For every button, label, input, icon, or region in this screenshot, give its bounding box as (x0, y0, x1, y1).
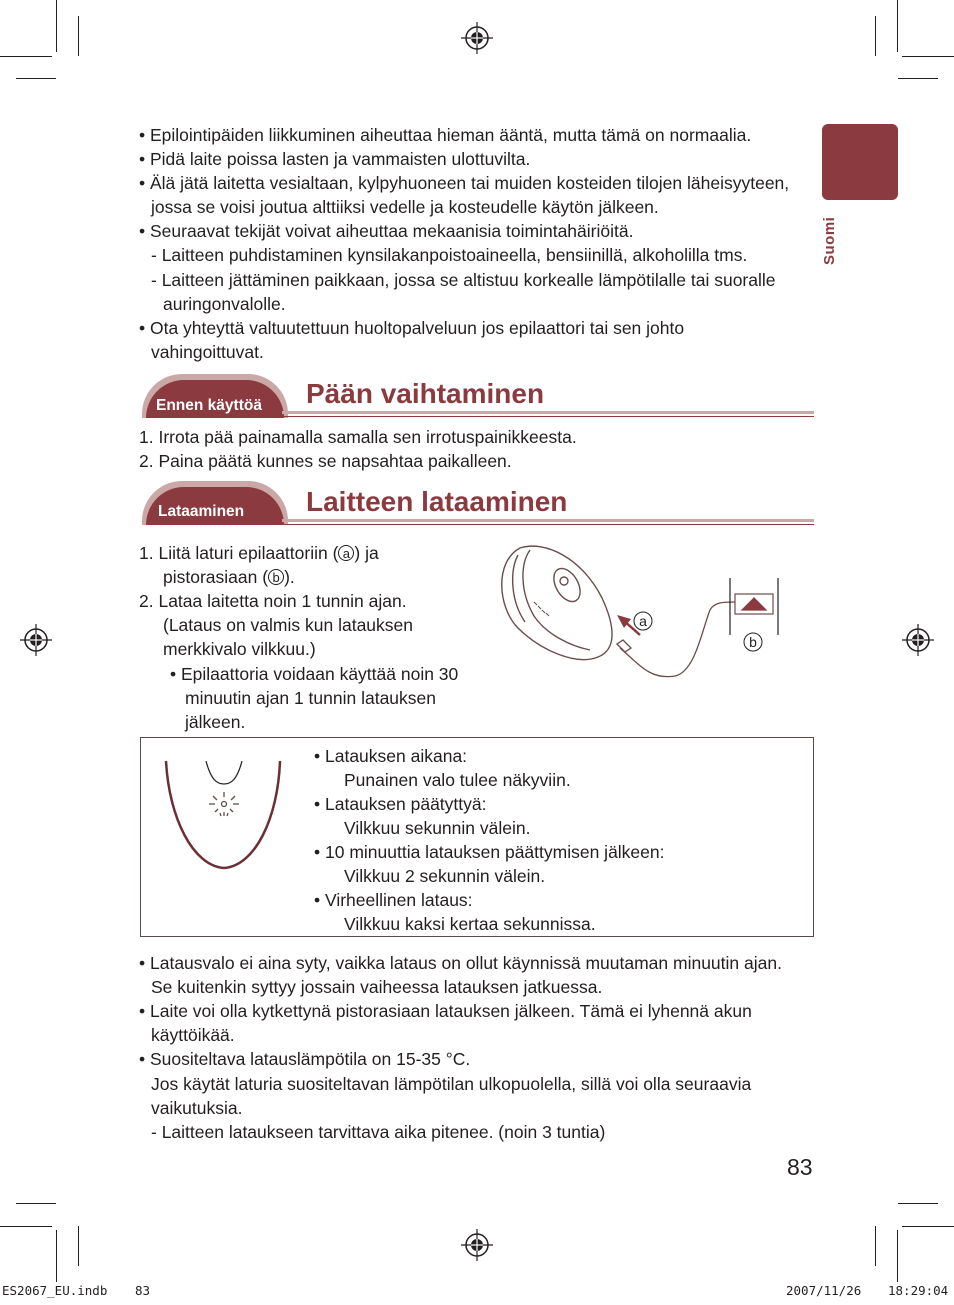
step-text: 2. Paina päätä kunnes se napsahtaa paikalleen. (139, 451, 512, 471)
section-title: Pään vaihtaminen (306, 378, 545, 409)
step-text: merkkivalo vilkkuu.) (163, 639, 316, 659)
bullet-text: • Pidä laite poissa lasten ja vammaisten ulottuvilta. (139, 149, 531, 169)
footer-time: 18:29:04 (888, 1283, 949, 1298)
section-rule (282, 524, 814, 525)
section-rule (282, 411, 814, 414)
sub-bullet-text: • Epilaattoria voidaan käyttää noin 30 (170, 664, 459, 684)
registration-mark-icon (461, 1229, 493, 1261)
bullet-text: • Älä jätä laitetta vesialtaan, kylpyhuoneen tai muiden kosteiden tilojen läheisyyteen, (139, 173, 790, 193)
marker-a: a (338, 545, 354, 561)
sub-bullet-text: jälkeen. (185, 712, 246, 732)
status-text: • Virheellinen lataus: (314, 890, 473, 910)
section-title: Laitteen lataaminen (306, 486, 568, 517)
status-text: • Latauksen aikana: (314, 746, 468, 766)
status-text: Punainen valo tulee näkyviin. (344, 770, 571, 790)
step-text: 1. Irrota pää painamalla samalla sen irrotuspainikkeesta. (139, 427, 577, 447)
bullet-text: • Seuraavat tekijät voivat aiheuttaa mekaanisia toimintahäiriöitä. (139, 221, 634, 241)
section-tab (142, 481, 288, 525)
status-text: Vilkkuu kaksi kertaa sekunnissa. (344, 914, 596, 934)
bullet-text: - Laitteen jättäminen paikkaan, jossa se altistuu korkealle lämpötilalle tai suoralle (151, 270, 776, 290)
label-a-marker (634, 612, 652, 630)
language-tab (822, 124, 898, 200)
step-text: 2. Lataa laitetta noin 1 tunnin ajan. (139, 591, 407, 611)
section-rule (282, 416, 814, 417)
note-text: Jos käytät laturia suositeltavan lämpötilan ulkopuolella, sillä voi olla seuraavia (151, 1074, 752, 1094)
section-tab-label: Lataaminen (158, 503, 245, 520)
svg-text:a: a (639, 613, 647, 629)
note-text: Se kuitenkin syttyy jossain vaiheessa latauksen jatkuessa. (151, 977, 603, 997)
note-text: • Suositeltava latauslämpötila on 15-35 °C. (139, 1049, 471, 1069)
footer-date: 2007/11/26 (786, 1283, 862, 1298)
marker-b: b (268, 569, 284, 585)
bullet-text: • Ota yhteyttä valtuutettuun huoltopalveluun jos epilaattori tai sen johto (139, 318, 685, 338)
status-text: Vilkkuu sekunnin välein. (344, 818, 531, 838)
charge-indicator-light-icon (163, 758, 287, 873)
section-rule (282, 519, 814, 522)
section-tab (142, 374, 288, 418)
registration-mark-icon (461, 22, 493, 54)
registration-mark-icon (902, 624, 934, 656)
note-text: käyttöikää. (151, 1025, 235, 1045)
step-text: (Lataus on valmis kun latauksen (163, 615, 413, 635)
registration-mark-icon (20, 624, 52, 656)
bullet-text: • Epilointipäiden liikkuminen aiheuttaa hieman ääntä, mutta tämä on normaalia. (139, 125, 752, 145)
note-text: • Laite voi olla kytkettynä pistorasiaan latauksen jälkeen. Tämä ei lyhennä akun (139, 1001, 752, 1021)
note-text: vaikutuksia. (151, 1098, 243, 1118)
footer-sheet: 83 (135, 1283, 151, 1298)
note-text: - Laitteen lataukseen tarvittava aika pitenee. (noin 3 tuntia) (151, 1122, 606, 1142)
page-number: 83 (787, 1154, 813, 1180)
bullet-text: jossa se voisi joutua alttiiksi vedelle ja kosteudelle käytön jälkeen. (151, 197, 659, 217)
bullet-text: auringonvalolle. (163, 294, 286, 314)
bullet-text: vahingoittuvat. (151, 342, 264, 362)
status-text: • 10 minuuttia latauksen päättymisen jälkeen: (314, 842, 665, 862)
section-tab-label: Ennen käyttöä (156, 397, 262, 414)
footer-file: ES2067_EU.indb (2, 1283, 108, 1298)
language-label: Suomi (821, 216, 838, 265)
outlet-illustration (730, 578, 778, 635)
step-text: 1. Liitä laturi epilaattoriin ( a ) ja (139, 543, 379, 563)
epilator-illustration (502, 546, 612, 659)
bullet-text: - Laitteen puhdistaminen kynsilakanpoistoaineella, bensiinillä, alkoholilla tms. (151, 245, 748, 265)
label-b-marker (744, 633, 762, 651)
step-text: pistorasiaan ( b ). (163, 567, 295, 587)
note-text: • Latausvalo ei aina syty, vaikka lataus on ollut käynnissä muutaman minuutin ajan. (139, 953, 782, 973)
sub-bullet-text: minuutin ajan 1 tunnin latauksen (185, 688, 437, 708)
status-text: Vilkkuu 2 sekunnin välein. (344, 866, 546, 886)
status-text: • Latauksen päätyttyä: (314, 794, 487, 814)
charger-cord (617, 602, 735, 677)
charging-status-box (140, 737, 814, 937)
charging-diagram (490, 540, 790, 685)
svg-text:b: b (749, 634, 757, 650)
